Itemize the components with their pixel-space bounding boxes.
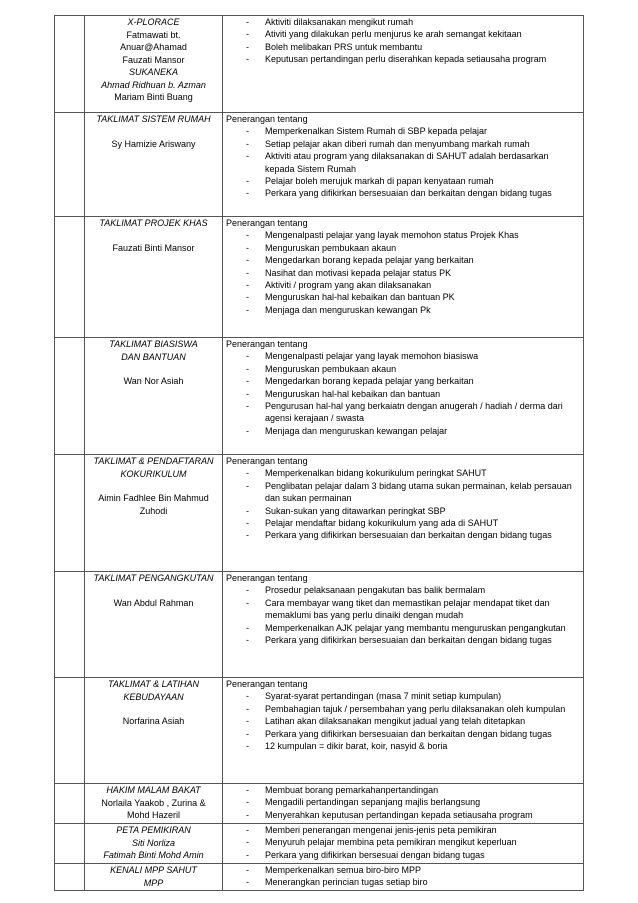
dash-bullet-icon: - — [246, 17, 249, 27]
bullet-text: Menyuruh pelajar membina peta pemikiran mengikut keperluan — [265, 837, 517, 848]
session-cell — [85, 455, 223, 572]
bullet-item — [226, 467, 583, 479]
dash-bullet-icon: - — [246, 188, 249, 199]
bullet-item — [226, 187, 583, 199]
bullet-text: Memperkenalkan semua biro-biro MPP — [265, 865, 422, 875]
session-line: Norlaila Yaakob , Zurina & — [101, 797, 206, 808]
bullet-item — [226, 784, 583, 796]
session-title: TAKLIMAT PROJEK KHAS — [99, 218, 208, 228]
number-cell — [55, 16, 85, 113]
bullet-item — [226, 242, 583, 254]
description-cell — [223, 338, 584, 455]
bullet-item — [226, 350, 583, 362]
bullet-item — [226, 480, 583, 505]
table-row — [55, 784, 584, 824]
bullet-item — [226, 375, 583, 387]
spacer — [85, 126, 222, 138]
presenter-name: Fauzati Binti Mansor — [112, 242, 195, 253]
dash-bullet-icon: - — [246, 176, 249, 187]
bullet-text: Pelajar boleh merujuk markah di papan kenyataan rumah — [265, 176, 494, 187]
bullet-text: Perkara yang difikirkan bersesuaian dan berkaitan dengan bidang tugas — [265, 188, 552, 199]
number-cell — [55, 217, 85, 338]
bullet-text: Aktiviti / program yang akan dilaksanakan — [265, 280, 432, 291]
dash-bullet-icon: - — [246, 530, 249, 541]
dash-bullet-icon: - — [246, 54, 249, 65]
dash-bullet-icon: - — [246, 518, 249, 529]
session-cell — [85, 113, 223, 217]
bullet-text: Aktiviti atau program yang dilaksanakan di SAHUT adalah berdasarkan kepada Sistem Rumah — [265, 151, 549, 174]
dash-bullet-icon: - — [246, 809, 249, 820]
presenter-name: Sy Hamizie Ariswany — [111, 138, 196, 149]
bullet-text: Menjaga dan menguruskan kewangan pelajar — [265, 425, 448, 436]
bullet-item — [226, 388, 583, 400]
dash-bullet-icon: - — [246, 691, 249, 702]
session-line: Ahmad Ridhuan b. Azman — [101, 79, 206, 90]
description-cell — [223, 572, 584, 678]
bullet-item — [226, 254, 583, 266]
bullet-text: Ativiti yang dilakukan perlu menjurus ke arah semangat kekitaan — [265, 29, 522, 40]
description-intro: Penerangan tentang — [226, 114, 308, 124]
description-cell — [223, 16, 584, 113]
bullet-text: Pembahagian tajuk / persembahan yang perlu dilaksanakan oleh kumpulan — [265, 703, 566, 714]
bullet-item — [226, 363, 583, 375]
session-line: KENALI MPP SAHUT — [110, 865, 197, 875]
bullet-item — [226, 796, 583, 808]
bullet-item — [226, 279, 583, 291]
table-row — [55, 113, 584, 217]
dash-bullet-icon: - — [246, 242, 249, 253]
number-cell — [55, 338, 85, 455]
description-cell — [223, 784, 584, 824]
bullet-text: Memberi penerangan mengenai jenis-jenis peta pemikiran — [265, 825, 497, 835]
description-cell — [223, 678, 584, 784]
dash-bullet-icon: - — [246, 401, 249, 412]
bullet-item — [226, 690, 583, 702]
bullet-text: Sukan-sukan yang ditawarkan peringkat SBP — [265, 505, 446, 516]
bullet-item — [226, 849, 583, 861]
table-row — [55, 678, 584, 784]
bullet-text: Mengenalpasti pelajar yang layak memohon biasiswa — [265, 351, 479, 362]
session-line: X-PLORACE — [127, 17, 180, 27]
dash-bullet-icon: - — [246, 728, 249, 739]
session-title: TAKLIMAT SISTEM RUMAH — [96, 114, 211, 124]
session-line: Siti Norliza — [131, 837, 175, 848]
dash-bullet-icon: - — [246, 126, 249, 137]
bullet-text: Menjaga dan menguruskan kewangan Pk — [265, 304, 431, 315]
bullet-item — [226, 529, 583, 541]
bullet-text: Mengadili pertandingan sepanjang majlis berlangsung — [265, 797, 481, 808]
number-cell — [55, 572, 85, 678]
dash-bullet-icon: - — [246, 292, 249, 303]
session-line: PETA PEMIKIRAN — [116, 825, 191, 835]
dash-bullet-icon: - — [246, 716, 249, 727]
session-cell — [85, 16, 223, 113]
bullet-item — [226, 728, 583, 740]
dash-bullet-icon: - — [246, 785, 249, 795]
description-intro: Penerangan tentang — [226, 339, 308, 349]
session-cell — [85, 864, 223, 891]
table-row — [55, 572, 584, 678]
dash-bullet-icon: - — [246, 151, 249, 162]
spacer — [85, 230, 222, 242]
bullet-item — [226, 125, 583, 137]
dash-bullet-icon: - — [246, 865, 249, 875]
activity-table — [54, 15, 584, 891]
presenter-name: Norfarina Asiah — [122, 716, 185, 726]
dash-bullet-icon: - — [246, 703, 249, 714]
bullet-text: Mengedarkan borang kepada pelajar yang berkaitan — [265, 255, 474, 266]
dash-bullet-icon: - — [246, 230, 249, 241]
bullet-item — [226, 138, 583, 150]
number-cell — [55, 455, 85, 572]
dash-bullet-icon: - — [246, 468, 249, 479]
bullet-item — [226, 53, 583, 65]
bullet-item — [226, 824, 583, 836]
dash-bullet-icon: - — [246, 388, 249, 399]
spacer — [85, 363, 222, 375]
description-intro: Penerangan tentang — [226, 573, 308, 583]
bullet-item — [226, 715, 583, 727]
bullet-text: Perkara yang difikirkan bersesuaian dan berkaitan dengan bidang tugas — [265, 530, 552, 541]
dash-bullet-icon: - — [246, 480, 249, 491]
bullet-item — [226, 304, 583, 316]
session-line: Mohd Hazeril — [126, 810, 181, 820]
session-line: Fatmawati bt. — [126, 29, 181, 40]
bullet-item — [226, 400, 583, 425]
bullet-item — [226, 876, 583, 888]
table-row — [55, 864, 584, 891]
dash-bullet-icon: - — [246, 138, 249, 149]
dash-bullet-icon: - — [246, 825, 249, 835]
bullet-item — [226, 291, 583, 303]
table-row — [55, 16, 584, 113]
bullet-item — [226, 809, 583, 821]
dash-bullet-icon: - — [246, 280, 249, 291]
dash-bullet-icon: - — [246, 363, 249, 374]
bullet-text: Menerangkan perincian tugas setiap biro — [265, 877, 428, 888]
session-line: Anuar@Ahamad — [120, 42, 187, 52]
bullet-text: 12 kumpulan = dikir barat, koir, nasyid & boria — [265, 741, 448, 752]
bullet-text: Aktiviti dilaksanakan mengikut rumah — [265, 17, 414, 27]
session-line: Fauzati Mansor — [122, 54, 185, 65]
number-cell — [55, 864, 85, 891]
bullet-item — [226, 517, 583, 529]
bullet-item — [226, 864, 583, 876]
description-cell — [223, 864, 584, 891]
session-line: Mariam Binti Buang — [114, 92, 193, 102]
dash-bullet-icon: - — [246, 837, 249, 848]
session-cell — [85, 338, 223, 455]
bullet-item — [226, 229, 583, 241]
bullet-text: Keputusan pertandingan perlu diserahkan kepada setiausaha program — [265, 54, 547, 65]
dash-bullet-icon: - — [246, 585, 249, 596]
bullet-item — [226, 16, 583, 28]
session-cell — [85, 217, 223, 338]
description-cell — [223, 455, 584, 572]
session-title: KOKURIKULUM — [120, 468, 187, 479]
dash-bullet-icon: - — [246, 877, 249, 888]
bullet-item — [226, 505, 583, 517]
bullet-text: Cara membayar wang tiket dan memastikan pelajar mendapat tiket dan memaklumi bas yang perlu dinaiki dengan mudah — [265, 597, 550, 621]
presenter-name: Zuhodi — [139, 505, 168, 516]
bullet-item — [226, 703, 583, 715]
bullet-item — [226, 267, 583, 279]
bullet-text: Nasihat dan motivasi kepada pelajar status PK — [265, 267, 452, 278]
bullet-text: Mengenalpasti pelajar yang layak memohon status Projek Khas — [265, 230, 519, 241]
bullet-text: Prosedur pelaksanaan pengakutan bas balik bermalam — [265, 585, 486, 596]
dash-bullet-icon: - — [246, 41, 249, 52]
dash-bullet-icon: - — [246, 351, 249, 362]
description-intro: Penerangan tentang — [226, 456, 308, 466]
number-cell — [55, 784, 85, 824]
dash-bullet-icon: - — [246, 505, 249, 516]
spacer — [85, 585, 222, 597]
session-title: DAN BANTUAN — [121, 351, 186, 362]
bullet-item — [226, 150, 583, 175]
dash-bullet-icon: - — [246, 597, 249, 608]
bullet-text: Memperkenalkan AJK pelajar yang membantu menguruskan pengangkutan — [265, 622, 566, 633]
bullet-item — [226, 740, 583, 752]
bullet-text: Mengedarkan borang kepada pelajar yang berkaitan — [265, 376, 474, 387]
table-row — [55, 217, 584, 338]
bullet-text: Perkara yang difikirkan bersesuai dengan bidang tugas — [265, 849, 485, 860]
bullet-text: Pengurusan hal-hal yang berkaiatn dengan anugerah / hadiah / derma dari agensi kerajaan / swasta — [265, 401, 563, 424]
bullet-item — [226, 41, 583, 53]
bullet-text: Syarat-syarat pertandingan (masa 7 minit setiap kumpulan) — [265, 691, 502, 702]
bullet-text: Menguruskan hal-hal kebaikan dan bantuan — [265, 388, 441, 399]
bullet-text: Latihan akan dilaksanakan mengikut jadual yang telah ditetapkan — [265, 716, 526, 727]
bullet-item — [226, 597, 583, 622]
bullet-text: Boleh melibakan PRS untuk membantu — [265, 41, 423, 52]
dash-bullet-icon: - — [246, 29, 249, 40]
bullet-item — [226, 28, 583, 40]
dash-bullet-icon: - — [246, 622, 249, 633]
description-intro: Penerangan tentang — [226, 679, 308, 689]
session-title: TAKLIMAT PENGANGKUTAN — [93, 573, 214, 583]
description-intro: Penerangan tentang — [226, 218, 308, 228]
bullet-item — [226, 425, 583, 437]
bullet-text: Perkara yang difikirkan bersesuaian dan berkaitan dengan bidang tugas — [265, 728, 552, 739]
bullet-text: Setiap pelajar akan diberi rumah dan menyumbang markah rumah — [265, 138, 530, 149]
session-line: Fatimah Binti Mohd Amin — [103, 850, 204, 860]
presenter-name: Wan Nor Asiah — [123, 376, 184, 386]
bullet-text: Menyerahkan keputusan pertandingan kepada setiausaha program — [265, 809, 533, 820]
bullet-item — [226, 175, 583, 187]
session-cell — [85, 572, 223, 678]
dash-bullet-icon: - — [246, 797, 249, 808]
session-title: KEBUDAYAAN — [123, 691, 184, 702]
dash-bullet-icon: - — [246, 255, 249, 266]
description-cell — [223, 113, 584, 217]
session-line: HAKIM MALAM BAKAT — [106, 785, 201, 795]
bullet-text: Membuat borang pemarkahanpertandingan — [265, 785, 439, 795]
dash-bullet-icon: - — [246, 304, 249, 315]
bullet-item — [226, 622, 583, 634]
number-cell — [55, 824, 85, 864]
bullet-text: Pelajar mendaftar bidang kokurikulum yang ada di SAHUT — [265, 518, 499, 529]
table-row — [55, 455, 584, 572]
table-row — [55, 338, 584, 455]
bullet-text: Menguruskan pembukaan akaun — [265, 363, 397, 374]
bullet-item — [226, 634, 583, 646]
bullet-item — [226, 584, 583, 596]
presenter-name: Aimin Fadhlee Bin Mahmud — [98, 493, 209, 503]
session-line: MPP — [143, 877, 164, 888]
dash-bullet-icon: - — [246, 267, 249, 278]
session-title: TAKLIMAT & PENDAFTARAN — [93, 456, 214, 466]
session-title: TAKLIMAT BIASISWA — [109, 339, 198, 349]
bullet-text: Memperkenalkan bidang kokurikulum peringkat SAHUT — [265, 468, 487, 479]
session-cell — [85, 824, 223, 864]
session-title: TAKLIMAT & LATIHAN — [107, 679, 199, 689]
number-cell — [55, 678, 85, 784]
dash-bullet-icon: - — [246, 635, 249, 646]
description-cell — [223, 217, 584, 338]
table-row — [55, 824, 584, 864]
presenter-name: Wan Abdul Rahman — [113, 597, 194, 608]
dash-bullet-icon: - — [246, 425, 249, 436]
bullet-text: Perkara yang difikirkan bersesuaian dan berkaitan dengan bidang tugas — [265, 635, 552, 646]
bullet-text: Memperkenalkan Sistem Rumah di SBP kepada pelajar — [265, 126, 487, 137]
bullet-item — [226, 836, 583, 848]
bullet-text: Menguruskan hal-hal kebaikan dan bantuan PK — [265, 292, 455, 303]
session-line: SUKANEKA — [128, 67, 179, 77]
bullet-text: Menguruskan pembukaan akaun — [265, 242, 397, 253]
spacer — [85, 703, 222, 715]
session-cell — [85, 678, 223, 784]
spacer — [85, 480, 222, 492]
number-cell — [55, 113, 85, 217]
dash-bullet-icon: - — [246, 849, 249, 860]
session-cell — [85, 784, 223, 824]
description-cell — [223, 824, 584, 864]
bullet-text: Penglibatan pelajar dalam 3 bidang utama sukan permainan, kelab persauan dan sukan permainan — [265, 480, 572, 504]
dash-bullet-icon: - — [246, 741, 249, 752]
dash-bullet-icon: - — [246, 376, 249, 387]
